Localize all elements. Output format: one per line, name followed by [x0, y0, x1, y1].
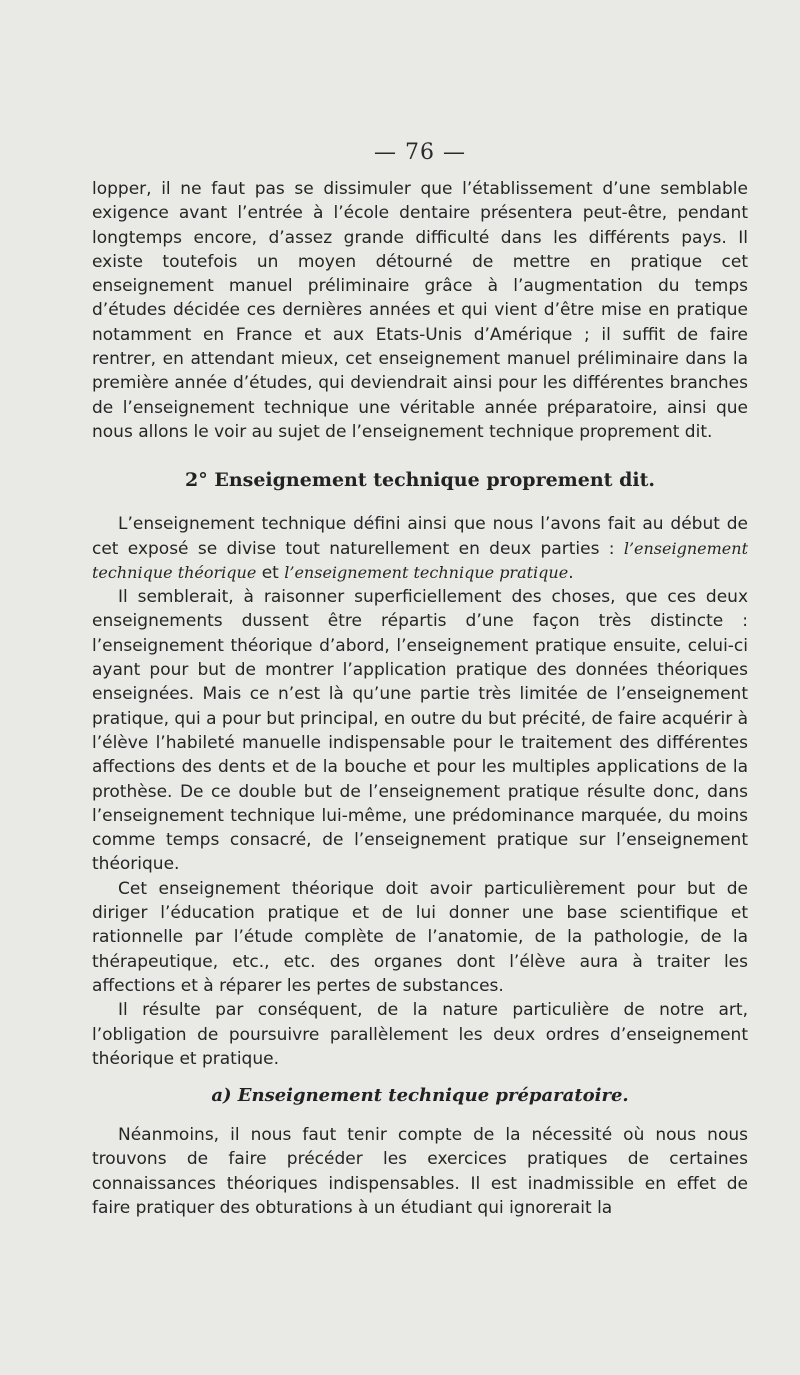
italic-term-theory: l’enseignement technique théorique [92, 538, 748, 582]
paragraph-text: et [256, 562, 285, 583]
section-paragraph-4: Il résulte par conséquent, de la nature particulière de notre art, l’obligation de poursuivre parallèlement les deux ordres d’enseignement théorique et pratique. [92, 1000, 748, 1069]
intro-paragraph: lopper, il ne faut pas se dissimuler que l’établissement d’une semblable exigence avant l’entrée à l’école dentaire présentera peut-être, pendant longtemps encore, d’assez grande difficulté dans les différents pays. Il existe toutefois un moyen détourné de mettre en pratique cet enseignement manuel préliminaire grâce à l’augmentation du temps d’études décidée ces dernières années et qui vient d’être mise en pratique notamment en France et aux Etats-Unis d’Amérique ; il suffit de faire rentrer, en attendant mieux, cet enseignement manuel préliminaire dans la première année d’études, qui deviendrait ainsi pour les différentes branches de l’enseignement technique une véritable année préparatoire, ainsi que nous allons le voir au sujet de l’enseignement technique proprement dit. [92, 179, 748, 442]
section-paragraph-2: Il semblerait, à raisonner superficiellement des choses, que ces deux enseignements dussent être répartis d’une façon très distincte : l’enseignement théorique d’abord, l’enseignement pratique ensuite, celui-ci ayant pour but de montrer l’application pratique des données théoriques enseignées. Mais ce n’est là qu’une partie très limitée de l’enseignement pratique, qui a pour but principal, en outre du but précité, de faire acquérir à l’élève l’habileté manuelle indispensable pour le traitement des différentes affections des dents et de la bouche et pour les multiples applications de la prothèse. De ce double but de l’enseignement pratique résulte donc, dans l’enseignement technique lui-même, une prédominance marquée, du moins comme temps consacré, de l’enseignement pratique sur l’enseignement théorique. [92, 587, 749, 875]
section-paragraph-1 [92, 512, 748, 585]
page-number: — 76 — [374, 140, 466, 165]
subsection-heading: a) Enseignement technique préparatoire. [211, 1085, 629, 1107]
paragraph-text: L’enseignement technique défini ainsi que nous l’avons fait au début de cet exposé se divise tout naturellement en deux parties : [92, 514, 748, 559]
section-heading: 2° Enseignement technique proprement dit. [185, 469, 655, 492]
paragraph-text: . [568, 562, 574, 583]
section-paragraph-3: Cet enseignement théorique doit avoir particulièrement pour but de diriger l’éducation pratique et de lui donner une base scientifique et rationnelle par l’étude complète de l’anatomie, de la pathologie, de la thérapeutique, etc., etc. des organes dont l’élève aura à traiter les affections et à réparer les pertes de substances. [92, 878, 748, 996]
subsection-paragraph-1: Néanmoins, il nous faut tenir compte de la nécessité où nous nous trouvons de faire précéder les exercices pratiques de certaines connaissances théoriques indispensables. Il est inadmissible en effet de faire pratiquer des obturations à un étudiant qui ignorerait la [92, 1125, 748, 1218]
italic-term-practice: l’enseignement technique pratique [284, 562, 569, 582]
